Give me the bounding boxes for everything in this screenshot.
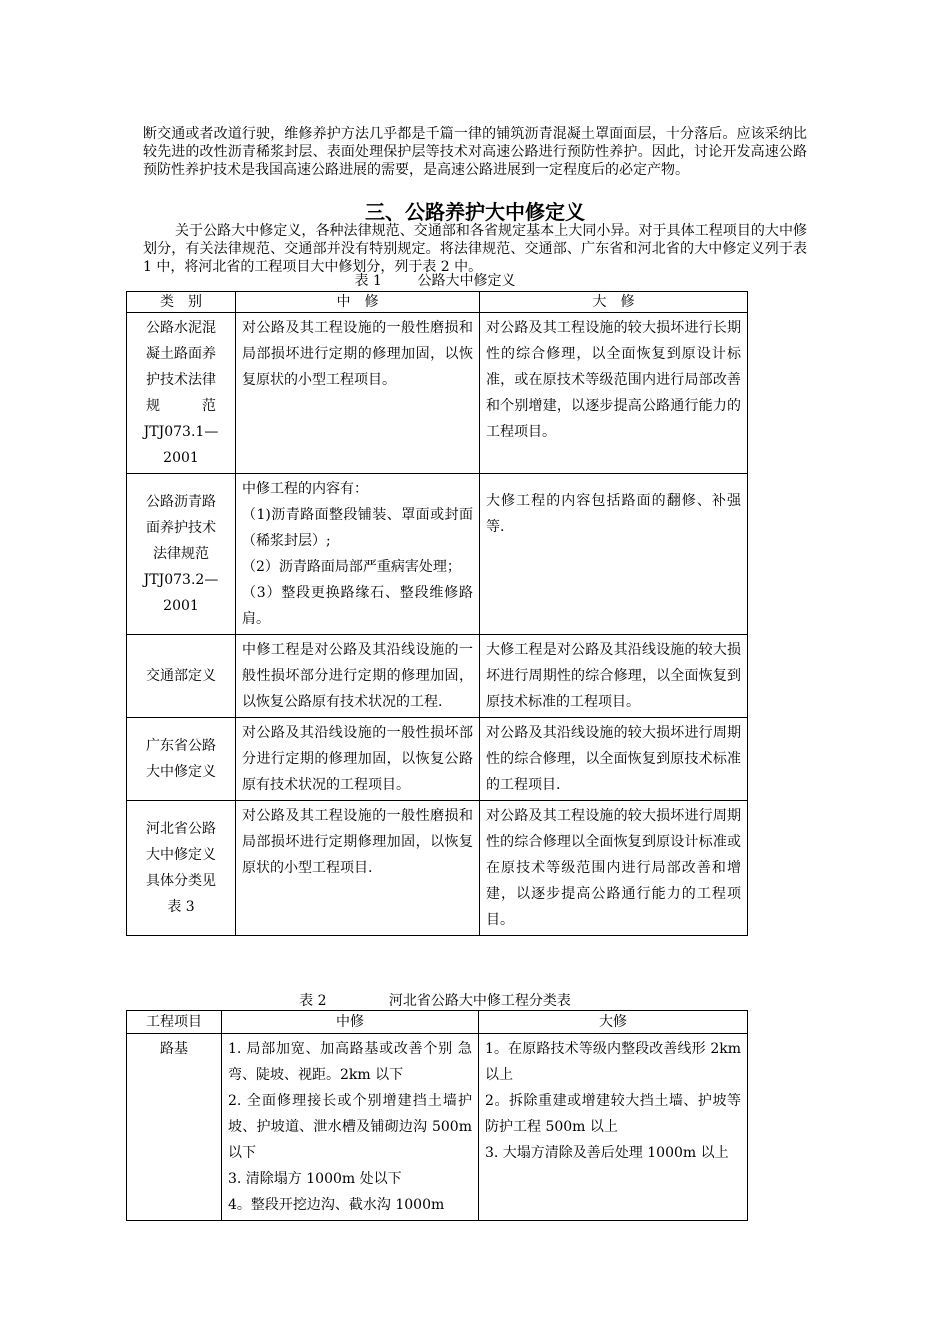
intro-paragraph: 断交通或者改道行驶，维修养护方法几乎都是千篇一律的铺筑沥青混凝土罩面面层，十分落后。应该采纳比较先进的改性沥青稀浆封层、表面处理保护层等技术对高速公路进行预防性养护。因此，讨论开发高速公路预防性养护技术是我国高速公路进展的需要，是高速公路进展到一定程度后的必定产物。: [143, 126, 807, 178]
table-header-row: [127, 1011, 748, 1034]
major-repair-cell: [480, 474, 748, 635]
cell-text: 2。拆除重建或增建较大挡土墙、护坡等防护工程 500m 以上: [485, 1093, 741, 1135]
column-header-project: 工程项目: [127, 1011, 222, 1034]
category-line: 公路沥青路: [146, 494, 216, 510]
medium-repair-cell: [236, 313, 480, 474]
category-line: 具体分类见: [146, 873, 216, 889]
cell-text: 中修工程的内容有：: [242, 481, 368, 497]
cell-text: （1)沥青路面整段铺装、罩面或封面（稀浆封层）;: [242, 507, 473, 549]
category-line: 大中修定义: [146, 847, 216, 863]
category-line: 公路水泥混: [146, 320, 216, 336]
column-header-major-repair: 大修: [479, 1011, 748, 1034]
cell-text: 大修工程的内容包括路面的翻修、补强等.: [486, 493, 741, 535]
category-line: 凝土路面养: [146, 346, 216, 362]
cell-text: 3. 清除塌方 1000m 处以下: [228, 1171, 402, 1187]
category-line: JTJ073.1—: [143, 424, 219, 440]
table-hebei-classification: [126, 1010, 748, 1221]
cell-text: 4。整段开挖边沟、截水沟 1000m: [228, 1197, 445, 1213]
cell-text: （3）整段更换路缘石、整段维修路肩。: [242, 585, 473, 627]
major-repair-cell: [480, 313, 748, 474]
table-header-row: [127, 292, 748, 313]
cell-text: 2. 全面修理接长或个别增建挡土墙护坡、护坡道、泄水槽及铺砌边沟 500m 以下: [228, 1093, 472, 1161]
cell-text: 对公路及其工程设施的较大损坏进行周期性的综合修理以全面恢复到原设计标准或在原技术等级范围内进行局部改善和增建，以逐步提高公路通行能力的工程项目。: [486, 808, 741, 928]
table-row: [127, 801, 748, 936]
cell-text: 大修工程是对公路及其沿线设施的较大损坏进行周期性的综合修理，以全面恢复到原技术标准的工程项目。: [486, 642, 741, 710]
category-line: 大中修定义: [146, 764, 216, 780]
column-header-medium-repair: 中修: [222, 1011, 479, 1034]
medium-repair-cell: [236, 635, 480, 718]
cell-text: 对公路及其沿线设施的较大损坏进行周期性的综合修理，以全面恢复到原技术标准的工程项目.: [486, 725, 741, 793]
column-header-medium-repair: 中 修: [236, 292, 480, 313]
cell-text: 对公路及其工程设施的较大损坏进行长期性的综合修理，以全面恢复到原设计标准，或在原技术等级范围内进行局部改善和个别增建，以逐步提高公路通行能力的工程项目。: [486, 320, 741, 440]
major-repair-cell: [479, 1034, 748, 1221]
major-repair-cell: [480, 635, 748, 718]
category-line: 交通部定义: [146, 668, 216, 684]
table-row: [127, 635, 748, 718]
category-line: 表 3: [167, 899, 195, 915]
row-category: [127, 313, 236, 474]
definition-paragraph: 关于公路大中修定义，各种法律规范、交通部和各省规定基本上大同小异。对于具体工程项目的大中修划分，有关法律规范、交通部并没有特别规定。将法律规范、交通部、广东省和河北省的大中修定义列于表 1 中，将河北省的工程项目大中修划分，列于表 2 中。: [143, 223, 807, 275]
row-category: [127, 718, 236, 801]
table1-caption: 表 1 公路大中修定义: [354, 273, 516, 289]
cell-text: 1。在原路技术等级内整段改善线形 2km 以上: [485, 1041, 741, 1083]
column-header-category: 类 别: [127, 292, 236, 313]
cell-text: 对公路及其工程设施的一般性磨损和局部损坏进行定期的修理加固，以恢复原状的小型工程项目。: [242, 320, 473, 388]
category-line: 2001: [163, 450, 199, 466]
medium-repair-cell: [222, 1034, 479, 1221]
table-row: [127, 718, 748, 801]
table-row: [127, 313, 748, 474]
cell-text: （2）沥青路面局部严重病害处理；: [242, 559, 461, 575]
major-repair-cell: [480, 718, 748, 801]
table-maintenance-definitions: [126, 291, 748, 936]
medium-repair-cell: [236, 801, 480, 936]
cell-text: 中修工程是对公路及其沿线设施的一般性损坏部分进行定期的修理加固，以恢复公路原有技术状况的工程.: [242, 642, 473, 710]
category-line: JTJ073.2—: [143, 572, 219, 588]
category-line: 广东省公路: [146, 738, 216, 754]
table2-caption: 表 2 河北省公路大中修工程分类表: [299, 993, 571, 1009]
cell-text: 1. 局部加宽、加高路基或改善个别 急弯、陡坡、视距。2km 以下: [228, 1041, 472, 1083]
major-repair-cell: [480, 801, 748, 936]
cell-text: 3. 大塌方清除及善后处理 1000m 以上: [485, 1145, 729, 1161]
row-category: [127, 635, 236, 718]
row-category: [127, 474, 236, 635]
category-line: 河北省公路: [146, 821, 216, 837]
category-line: 规 范: [146, 398, 216, 414]
column-header-major-repair: 大 修: [480, 292, 748, 313]
category-line: 2001: [163, 598, 199, 614]
medium-repair-cell: [236, 474, 480, 635]
category-line: 法律规范: [153, 546, 209, 562]
cell-text: 对公路及其工程设施的一般性磨损和局部损坏进行定期修理加固，以恢复原状的小型工程项目.: [242, 808, 473, 876]
table-row: [127, 474, 748, 635]
category-line: 护技术法律: [146, 372, 216, 388]
medium-repair-cell: [236, 718, 480, 801]
row-project: 路基: [127, 1034, 222, 1221]
category-line: 面养护技术: [146, 520, 216, 536]
cell-text: 对公路及其沿线设施的一般性损坏部分进行定期的修理加固，以恢复公路原有技术状况的工程项目。: [242, 725, 473, 793]
row-category: [127, 801, 236, 936]
table-row: [127, 1034, 748, 1221]
section-heading: 三、公路养护大中修定义: [365, 200, 585, 224]
